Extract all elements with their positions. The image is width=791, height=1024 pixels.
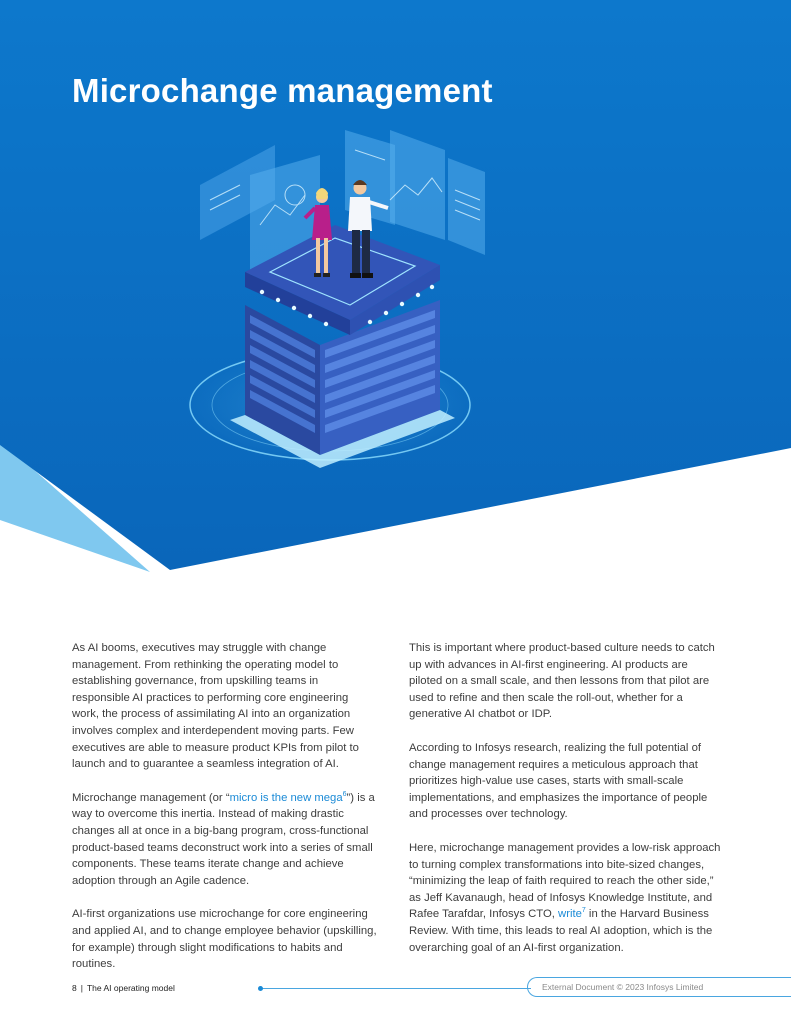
paragraph-text: Here, microchange management provides a low-risk approach to turning complex transformations into bite-sized changes, “minimizing the leap of faith required to reach the other side,” as Jeff Kavanaugh, head of Infosys Knowledge Institute, and Rafee Tarafdar, Infosys CTO, [409,841,721,921]
paragraph: AI-first organizations use microchange for core engineering and applied AI, and to change employee behavior (upskilling, for example) through slight modifications to habits and routines. [72,908,377,971]
right-column [409,640,721,973]
paragraph-text: ”) is a way to overcome this inertia. Instead of making drastic changes all at once in a big-bang program, cross-functional product-based teams deconstruct work into a series of small components. These teams iterate change and achieve adoption through an Agile cadence. [72,791,375,887]
link-text: micro is the new mega [229,791,343,804]
paragraph-text: Microchange management (or “ [72,791,230,804]
paragraph: As AI booms, executives may struggle with change management. From rethinking the operating model to establishing governance, from upskilling teams in responsible AI practices to performing core engineering work, the process of assimilating AI into an organization involves complex and interdependent moving parts. Few executives are able to measure product KPIs from pilot to launch and to guarantee a seamless integration of AI. [72,642,359,771]
paragraph-text: in the Harvard Business Review. With time, this leads to real AI adoption, which is the overarching goal of an AI-first organization. [409,908,713,954]
paragraph [409,840,721,956]
footer-copyright: External Document © 2023 Infosys Limited [542,982,704,992]
page-title: Microchange management [72,72,493,109]
footer-dot [258,986,263,991]
footer-page-info [72,983,175,993]
micro-is-the-new-mega-link[interactable] [230,792,347,804]
footnote-ref: 7 [581,907,586,915]
footer-divider [261,988,531,989]
left-column [72,640,378,990]
footer-copyright-box [527,977,791,997]
paragraph [72,790,378,890]
page-number: 8 [72,983,77,993]
paragraph: According to Infosys research, realizing the full potential of change management requires a meticulous approach that prioritizes high-value use cases, starts with small-scale implementations, and emphasizes the importance of people and processes over technology. [409,741,708,821]
write-link[interactable] [558,908,586,920]
footer-separator: | [80,983,83,993]
link-text: write [558,908,582,921]
paragraph: This is important where product-based culture needs to catch up with advances in AI-first engineering. AI products are piloted on a small scale, and then lessons from that pilot are used to refine and then scale the roll-out, whether for a generative AI chatbot or IDP. [409,642,715,721]
footer-doc-title: The AI operating model [86,983,175,993]
footnote-ref: 6 [342,790,347,798]
